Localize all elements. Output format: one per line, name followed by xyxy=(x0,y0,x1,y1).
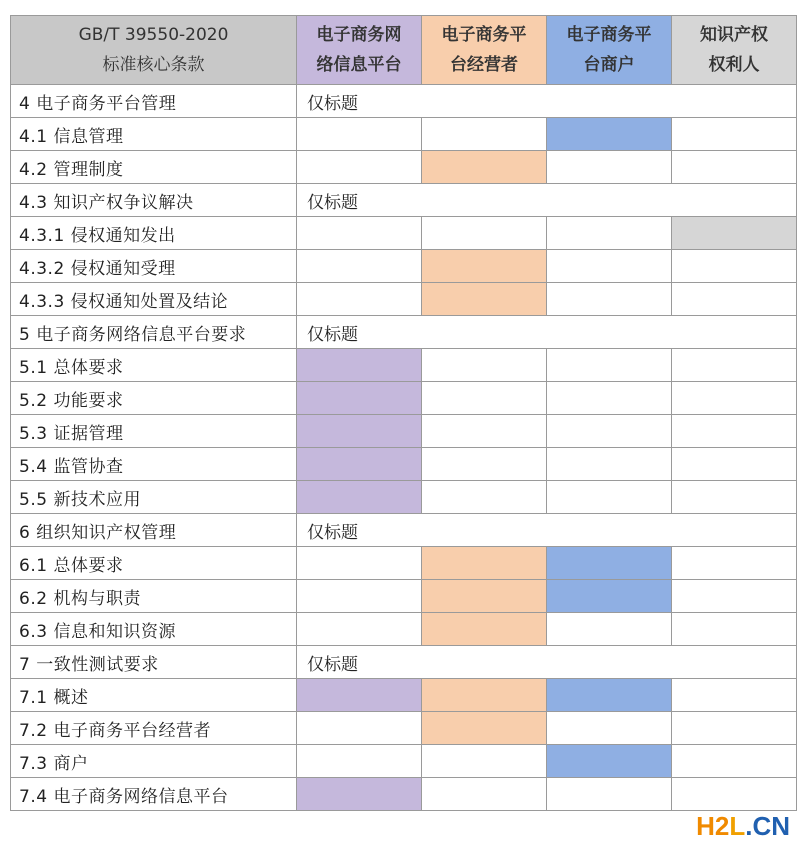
header-rightholder-line1: 知识产权 xyxy=(700,25,768,45)
clause-label: 5.5 新技术应用 xyxy=(11,481,297,514)
table-row xyxy=(11,151,797,184)
header-standard-line2: 标准核心条款 xyxy=(102,55,205,75)
role-cell xyxy=(297,250,422,283)
role-cell xyxy=(422,382,547,415)
role-cell xyxy=(672,118,797,151)
role-cell xyxy=(297,745,422,778)
header-rightholder-line2: 权利人 xyxy=(708,55,760,75)
watermark-part2: L xyxy=(729,811,746,841)
role-cell xyxy=(672,349,797,382)
role-cell xyxy=(422,778,547,811)
table-body xyxy=(11,85,797,811)
role-cell xyxy=(297,151,422,184)
header-standard-line1: GB/T 39550-2020 xyxy=(78,25,229,45)
clause-label: 6.3 信息和知识资源 xyxy=(11,613,297,646)
clause-label: 6.2 机构与职责 xyxy=(11,580,297,613)
clause-label: 4.3.3 侵权通知处置及结论 xyxy=(11,283,297,316)
role-cell xyxy=(297,778,422,811)
role-cell xyxy=(297,382,422,415)
role-cell xyxy=(547,118,672,151)
role-cell xyxy=(547,679,672,712)
role-cell xyxy=(547,745,672,778)
role-cell xyxy=(422,283,547,316)
role-cell xyxy=(672,679,797,712)
header-merchant-line1: 电子商务平 xyxy=(566,25,652,45)
table-row xyxy=(11,646,797,679)
role-cell xyxy=(297,349,422,382)
clause-label: 4 电子商务平台管理 xyxy=(11,85,297,118)
header-operator-line1: 电子商务平 xyxy=(441,25,527,45)
role-cell xyxy=(547,778,672,811)
clause-label: 6.1 总体要求 xyxy=(11,547,297,580)
role-cell xyxy=(422,415,547,448)
header-platform-line2: 络信息平台 xyxy=(316,55,402,75)
header-merchant xyxy=(547,16,672,85)
role-cell xyxy=(297,580,422,613)
role-cell xyxy=(297,118,422,151)
table-row xyxy=(11,316,797,349)
role-cell xyxy=(422,151,547,184)
role-cell xyxy=(422,349,547,382)
table-row xyxy=(11,580,797,613)
header-row xyxy=(11,16,797,85)
clause-label: 7.3 商户 xyxy=(11,745,297,778)
table-row xyxy=(11,382,797,415)
role-cell xyxy=(547,283,672,316)
role-cell xyxy=(422,448,547,481)
header-standard xyxy=(11,16,297,85)
role-cell xyxy=(422,217,547,250)
clause-label: 4.1 信息管理 xyxy=(11,118,297,151)
table-row xyxy=(11,679,797,712)
role-cell xyxy=(297,481,422,514)
header-merchant-line2: 台商户 xyxy=(583,55,635,75)
role-cell xyxy=(547,481,672,514)
table-row xyxy=(11,118,797,151)
table-row xyxy=(11,283,797,316)
watermark-part1: H2 xyxy=(696,811,730,841)
role-cell xyxy=(297,415,422,448)
role-cell xyxy=(672,448,797,481)
role-cell xyxy=(297,547,422,580)
clause-label: 6 组织知识产权管理 xyxy=(11,514,297,547)
table-row xyxy=(11,85,797,118)
role-cell xyxy=(422,250,547,283)
role-cell xyxy=(547,349,672,382)
role-cell xyxy=(422,712,547,745)
role-cell xyxy=(422,580,547,613)
role-cell xyxy=(422,745,547,778)
title-only-note: 仅标题 xyxy=(297,316,797,349)
role-cell xyxy=(547,580,672,613)
table-row xyxy=(11,217,797,250)
table-row xyxy=(11,184,797,217)
role-cell xyxy=(672,547,797,580)
table-row xyxy=(11,415,797,448)
clause-label: 4.3 知识产权争议解决 xyxy=(11,184,297,217)
role-cell xyxy=(547,151,672,184)
role-cell xyxy=(547,217,672,250)
role-cell xyxy=(422,481,547,514)
role-cell xyxy=(297,283,422,316)
clause-label: 4.3.1 侵权通知发出 xyxy=(11,217,297,250)
role-cell xyxy=(297,712,422,745)
table-row xyxy=(11,745,797,778)
role-cell xyxy=(422,547,547,580)
header-rightholder xyxy=(672,16,797,85)
role-cell xyxy=(547,547,672,580)
title-only-note: 仅标题 xyxy=(297,514,797,547)
header-operator-line2: 台经营者 xyxy=(450,55,518,75)
role-cell xyxy=(547,613,672,646)
clause-label: 7.2 电子商务平台经营者 xyxy=(11,712,297,745)
role-cell xyxy=(297,679,422,712)
role-cell xyxy=(297,217,422,250)
role-cell xyxy=(672,778,797,811)
clause-label: 7 一致性测试要求 xyxy=(11,646,297,679)
table-row xyxy=(11,481,797,514)
role-cell xyxy=(672,712,797,745)
table-row xyxy=(11,514,797,547)
clause-label: 5.4 监管协查 xyxy=(11,448,297,481)
header-platform xyxy=(297,16,422,85)
role-cell xyxy=(547,382,672,415)
role-cell xyxy=(547,415,672,448)
role-cell xyxy=(297,613,422,646)
role-cell xyxy=(672,283,797,316)
role-cell xyxy=(672,745,797,778)
clause-label: 7.1 概述 xyxy=(11,679,297,712)
table-row xyxy=(11,448,797,481)
title-only-note: 仅标题 xyxy=(297,184,797,217)
role-cell xyxy=(547,250,672,283)
clause-label: 7.4 电子商务网络信息平台 xyxy=(11,778,297,811)
title-only-note: 仅标题 xyxy=(297,646,797,679)
role-cell xyxy=(672,250,797,283)
clause-label: 5.3 证据管理 xyxy=(11,415,297,448)
clause-label: 5.2 功能要求 xyxy=(11,382,297,415)
clause-label: 5.1 总体要求 xyxy=(11,349,297,382)
role-cell xyxy=(672,613,797,646)
table-row xyxy=(11,547,797,580)
standard-clauses-table xyxy=(10,15,790,835)
title-only-note: 仅标题 xyxy=(297,85,797,118)
role-cell xyxy=(672,217,797,250)
table-row xyxy=(11,613,797,646)
header-platform-line1: 电子商务网 xyxy=(316,25,402,45)
table-row xyxy=(11,778,797,811)
clause-label: 5 电子商务网络信息平台要求 xyxy=(11,316,297,349)
role-cell xyxy=(422,679,547,712)
clause-label: 4.3.2 侵权通知受理 xyxy=(11,250,297,283)
role-cell xyxy=(547,712,672,745)
role-cell xyxy=(672,151,797,184)
clause-label: 4.2 管理制度 xyxy=(11,151,297,184)
role-cell xyxy=(547,448,672,481)
table-row xyxy=(11,250,797,283)
role-cell xyxy=(672,481,797,514)
role-cell xyxy=(672,415,797,448)
role-cell xyxy=(422,118,547,151)
watermark-part3: .CN xyxy=(745,811,790,841)
role-cell xyxy=(672,382,797,415)
table-row xyxy=(11,712,797,745)
role-cell xyxy=(297,448,422,481)
role-cell xyxy=(422,613,547,646)
site-watermark-logo xyxy=(696,811,790,842)
table-row xyxy=(11,349,797,382)
header-operator xyxy=(422,16,547,85)
role-cell xyxy=(672,580,797,613)
